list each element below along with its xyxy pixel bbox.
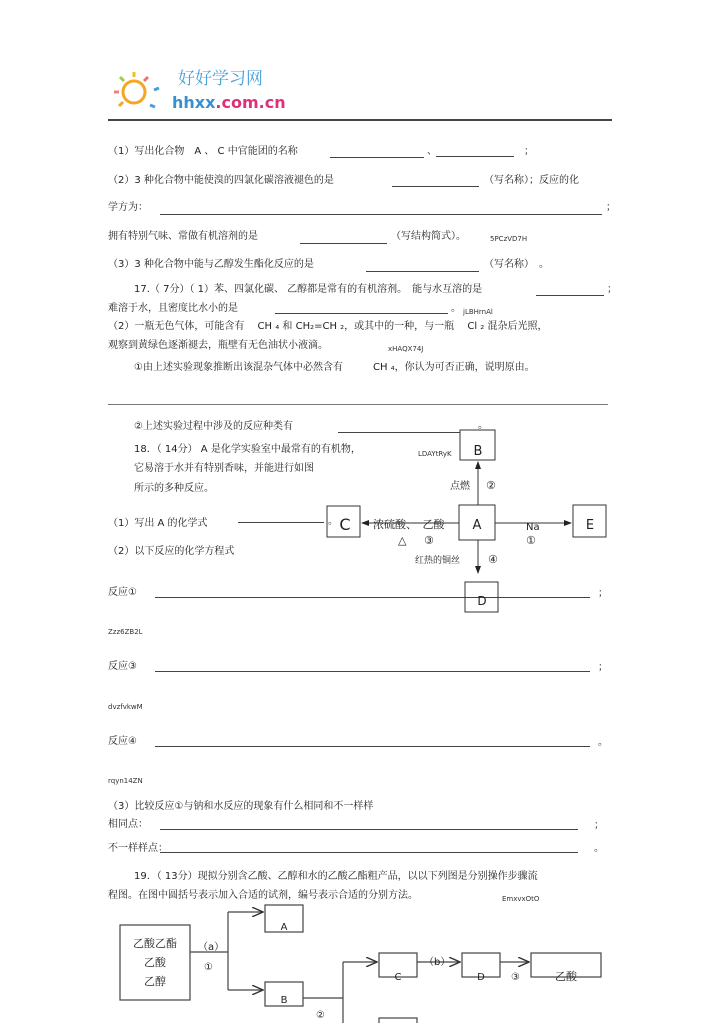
- q16-p1: （1）写出化合物 A 、 C 中官能团的名称: [108, 146, 298, 157]
- q18-line1: 18．（ 14分） A 是化学实验室中最常有的有机物，: [134, 444, 361, 455]
- punct: ；: [606, 202, 616, 213]
- q18-p3: （3）比较反应①与钠和水反应的现象有什么相同和不一样样: [108, 801, 374, 812]
- watermark-code: dvzfvkwM: [108, 703, 143, 711]
- q16-p3-tail: （写名称） 。: [484, 259, 549, 270]
- mixture-ester: 乙酸乙酯: [133, 937, 177, 950]
- step-3: ③: [424, 534, 434, 547]
- punct: ；: [607, 284, 617, 295]
- step-1: ①: [526, 534, 536, 547]
- reagent-b: （b）: [424, 957, 451, 968]
- watermark-code: EmxvxOtO: [502, 895, 540, 903]
- node-c: C: [339, 515, 351, 534]
- q17-line1: 17.（ 7分）（ 1）苯、四氯化碳、 乙醇都是常有的有机溶剂。 能与水互溶的是: [134, 284, 483, 295]
- diff-label: 不一样样点：: [108, 843, 168, 854]
- q17-line2: 难溶于水，且密度比水小的是: [108, 303, 238, 314]
- q16-p2-tail: （写名称）；反应的化: [484, 175, 579, 186]
- same-label: 相同点：: [108, 819, 148, 830]
- punct: 。: [451, 303, 461, 314]
- reagent-a: （a）: [198, 942, 225, 953]
- q16-p2-line3-tail: （写结构简式）。: [391, 231, 466, 242]
- node-a: A: [472, 518, 482, 533]
- step-1: ①: [204, 962, 213, 973]
- q18-p1: （1）写出 A 的化学式: [108, 518, 208, 529]
- step-4: ④: [488, 553, 498, 566]
- separator: 、: [427, 146, 437, 157]
- punct: ；: [598, 662, 608, 673]
- punct: 。: [594, 843, 604, 854]
- reaction-1-label: 反应①: [108, 587, 137, 598]
- condition-burn: 点燃: [450, 481, 470, 492]
- node-d: D: [477, 972, 485, 983]
- condition-cu: 红热的铜丝: [415, 556, 461, 566]
- node-b: B: [280, 995, 288, 1006]
- punct: ；: [524, 146, 534, 157]
- node-e: E: [585, 518, 595, 533]
- q19-line1: 19．（ 13分）现拟分别含乙酸、乙醇和水的乙酸乙酯粗产品，以以下列图是分别操作步骤流: [134, 871, 538, 882]
- node-b: B: [473, 444, 483, 459]
- punct: ；: [594, 820, 604, 831]
- reaction-4-label: 反应④: [108, 736, 137, 747]
- q18-line3: 所示的多种反应。: [134, 483, 214, 494]
- q16-p2-line2: 学方为：: [108, 202, 148, 213]
- box-lower: [379, 1018, 417, 1023]
- node-c: C: [394, 972, 402, 983]
- q19-line2: 程图。在图中圆括号表示加入合适的试剂，编号表示合适的分别方法。: [108, 890, 418, 901]
- reaction-3-label: 反应③: [108, 661, 137, 672]
- step-2: ②: [316, 1010, 325, 1021]
- condition-na: Na: [526, 522, 540, 533]
- q18-line2: 它易溶于水并有特别香味，并能进行如图: [134, 463, 314, 474]
- logo-cn: 好好学习网: [178, 69, 263, 89]
- watermark-code: rqyn14ZN: [108, 777, 143, 785]
- q17-line6: ②上述实验过程中涉及的反应种类有: [134, 421, 293, 432]
- condition-acid: 浓硫酸、 乙酸: [373, 518, 445, 531]
- step-3: ③: [511, 972, 520, 983]
- mixture-ethanol: 乙醇: [144, 975, 166, 988]
- node-d: D: [477, 594, 487, 608]
- q17-line4: 观察到黄绿色逐渐褪去，瓶壁有无色油状小液滴。: [108, 340, 328, 351]
- step-2: ②: [486, 479, 496, 492]
- watermark-code: 5PCzVD7H: [490, 235, 528, 243]
- punct: 。: [598, 737, 608, 748]
- watermark-code: jLBHrnAl: [463, 308, 493, 316]
- watermark-code: LDAYtRyK: [418, 450, 452, 458]
- q16-p2: （2）3 种化合物中能使溴的四氯化碳溶液褪色的是: [108, 175, 334, 186]
- q17-line5: ①由上述实验现象推断出该混杂气体中必然含有 CH ₄，你认为可否正确，说明原由。: [134, 362, 535, 373]
- q18-p2: （2）以下反应的化学方程式: [108, 546, 235, 557]
- watermark-code: Zzz6ZB2L: [108, 628, 143, 636]
- punct: 。: [478, 420, 488, 431]
- logo-domain: hhxx.com.cn: [172, 93, 286, 112]
- q16-p3: （3）3 种化合物中能与乙醇发生酯化反应的是: [108, 259, 314, 270]
- punct: ；: [598, 588, 608, 599]
- node-a: A: [280, 922, 288, 933]
- condition-heat: △: [398, 534, 407, 547]
- punct: 。: [328, 516, 338, 527]
- watermark-code: xHAQX74J: [388, 345, 424, 353]
- node-acetic-acid: 乙酸: [555, 970, 577, 983]
- mixture-acid: 乙酸: [144, 956, 166, 969]
- q17-line3: （2）一瓶无色气体，可能含有 CH ₄ 和 CH₂=CH ₂，或其中的一种，与一瓶 Cl ₂ 混杂后光照，: [108, 321, 548, 332]
- q16-p2-line3: 拥有特别气味、常做有机溶剂的是: [108, 231, 258, 242]
